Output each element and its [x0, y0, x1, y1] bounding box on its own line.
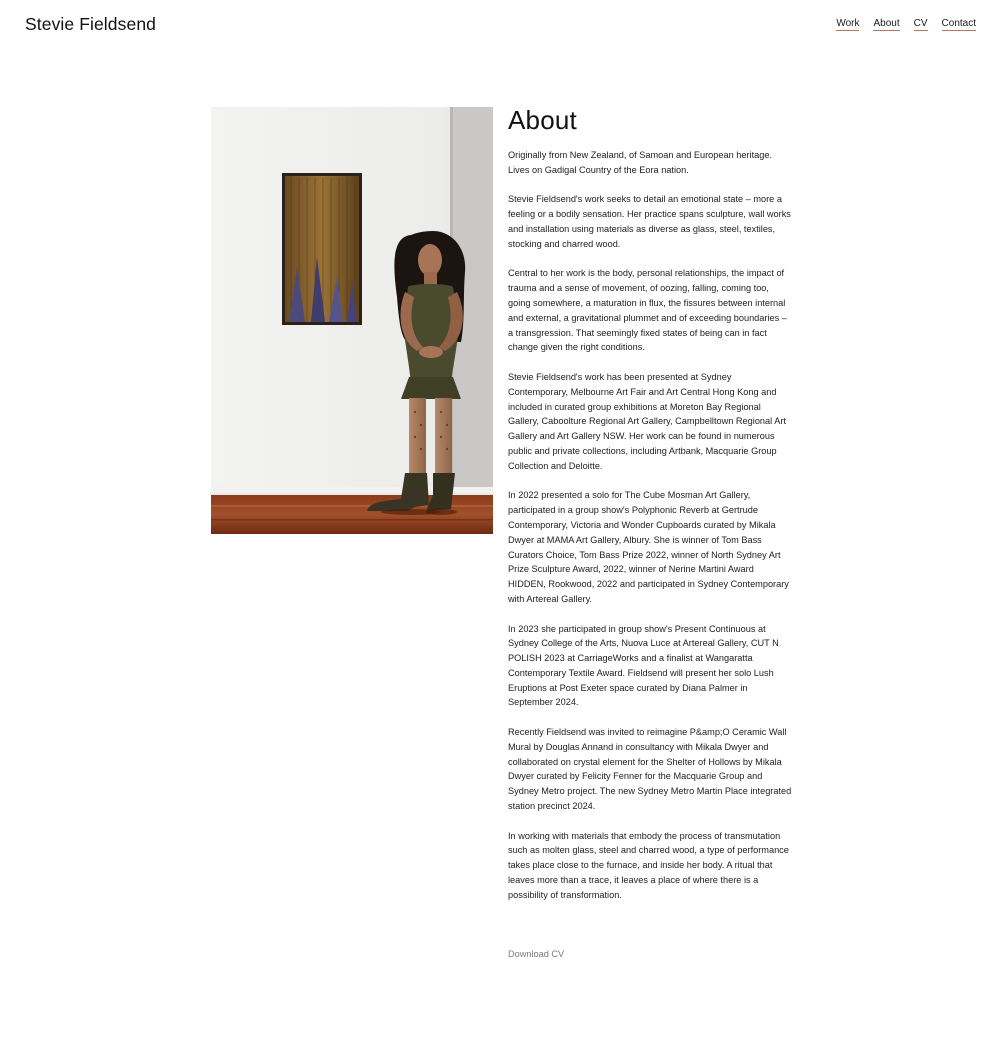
about-paragraph-heritage: Originally from New Zealand, of Samoan and European heritage. Lives on Gadigal Country of the Eora nation. [508, 150, 773, 175]
download-cv-link[interactable]: Download CV [508, 949, 565, 959]
about-paragraph-materials: In working with materials that embody the process of transmutation such as molten glass, steel and charred wood, a type of performance takes place close to the furnace, and inside her body. A ritual that leaves more than a trace, it leaves a place of where there is a possibility of transformation. [508, 830, 789, 900]
main-nav [836, 18, 976, 31]
nav-item-contact[interactable]: Contact [941, 18, 976, 29]
about-paragraph-recent: Recently Fieldsend was invited to reimagine P&amp;O Ceramic Wall Mural by Douglas Annand in consultancy with Mikala Dwyer and collaborated on crystal element for the Shelter of Hollows by Mikala Dwyer curated by Felicity Fenner for the Macquarie Group and Sydney Metro project. The new Sydney Metro Martin Place integrated station precinct 2024. [508, 727, 792, 812]
about-paragraph-exhibitions: Stevie Fieldsend's work has been presented at Sydney Contemporary, Melbourne Art Fair and Art Central Hong Kong and included in curated group exhibitions at Moreton Bay Regional Gallery, Caboolture Regional Art Gallery, Campbelltown Regional Art Gallery and Art Gallery NSW. Her work can be found in numerous public and private collections, including Artbank, Macquarie Group Collection and Deloitte. [508, 371, 786, 471]
nav-item-work[interactable]: Work [836, 18, 860, 29]
site-title-link[interactable]: Stevie Fieldsend [25, 14, 156, 34]
page-title: About [508, 105, 577, 135]
about-paragraph-2022: In 2022 presented a solo for The Cube Mosman Art Gallery, participated in a group show's Polyphonic Reverb at Gertrude Contemporary, Victoria and Wonder Cupboards curated by Mikala Dwyer at MAMA Art Gallery, Albury. She is winner of Tom Bass Curators Choice, Tom Bass Prize 2022, winner of North Sydney Art Prize Sculpture Award, 2022, winner of Nerine Martini Award HIDDEN, Rookwood, 2022 and participated in Sydney Contemporary with Artereal Gallery. [508, 490, 789, 604]
nav-item-about[interactable]: About [873, 18, 900, 29]
portrait-illustration [211, 107, 493, 534]
about-paragraph-practice: Stevie Fieldsend's work seeks to detail an emotional state – more a feeling or a bodily sensation. Her practice spans sculpture, wall works and installation using materials as diverse as glass, steel, textiles, stocking and charred wood. [508, 194, 791, 249]
about-paragraph-2023: In 2023 she participated in group show's Present Continuous at Sydney College of the Arts, Nuova Luce at Artereal Gallery, CUT N POLISH 2023 at CarriageWorks and a finalist at Wangaratta Contemporary Textile Award. Fieldsend will present her solo Lush Eruptions at Post Exeter space curated by Diana Palmer in September 2024. [508, 623, 779, 708]
about-paragraph-themes: Central to her work is the body, personal relationships, the impact of trauma and a sense of movement, of oozing, falling, coming too, going somewhere, a maturation in flux, the fissures between internal and external, a gravitational plummet and of exceeding boundaries – a transgression. That seemingly fixed states of being can in fact change given the right conditions. [508, 268, 787, 353]
artist-portrait-photo [211, 107, 493, 534]
nav-item-cv[interactable]: CV [913, 18, 928, 29]
about-content [508, 104, 793, 917]
site-header [0, 0, 1000, 50]
